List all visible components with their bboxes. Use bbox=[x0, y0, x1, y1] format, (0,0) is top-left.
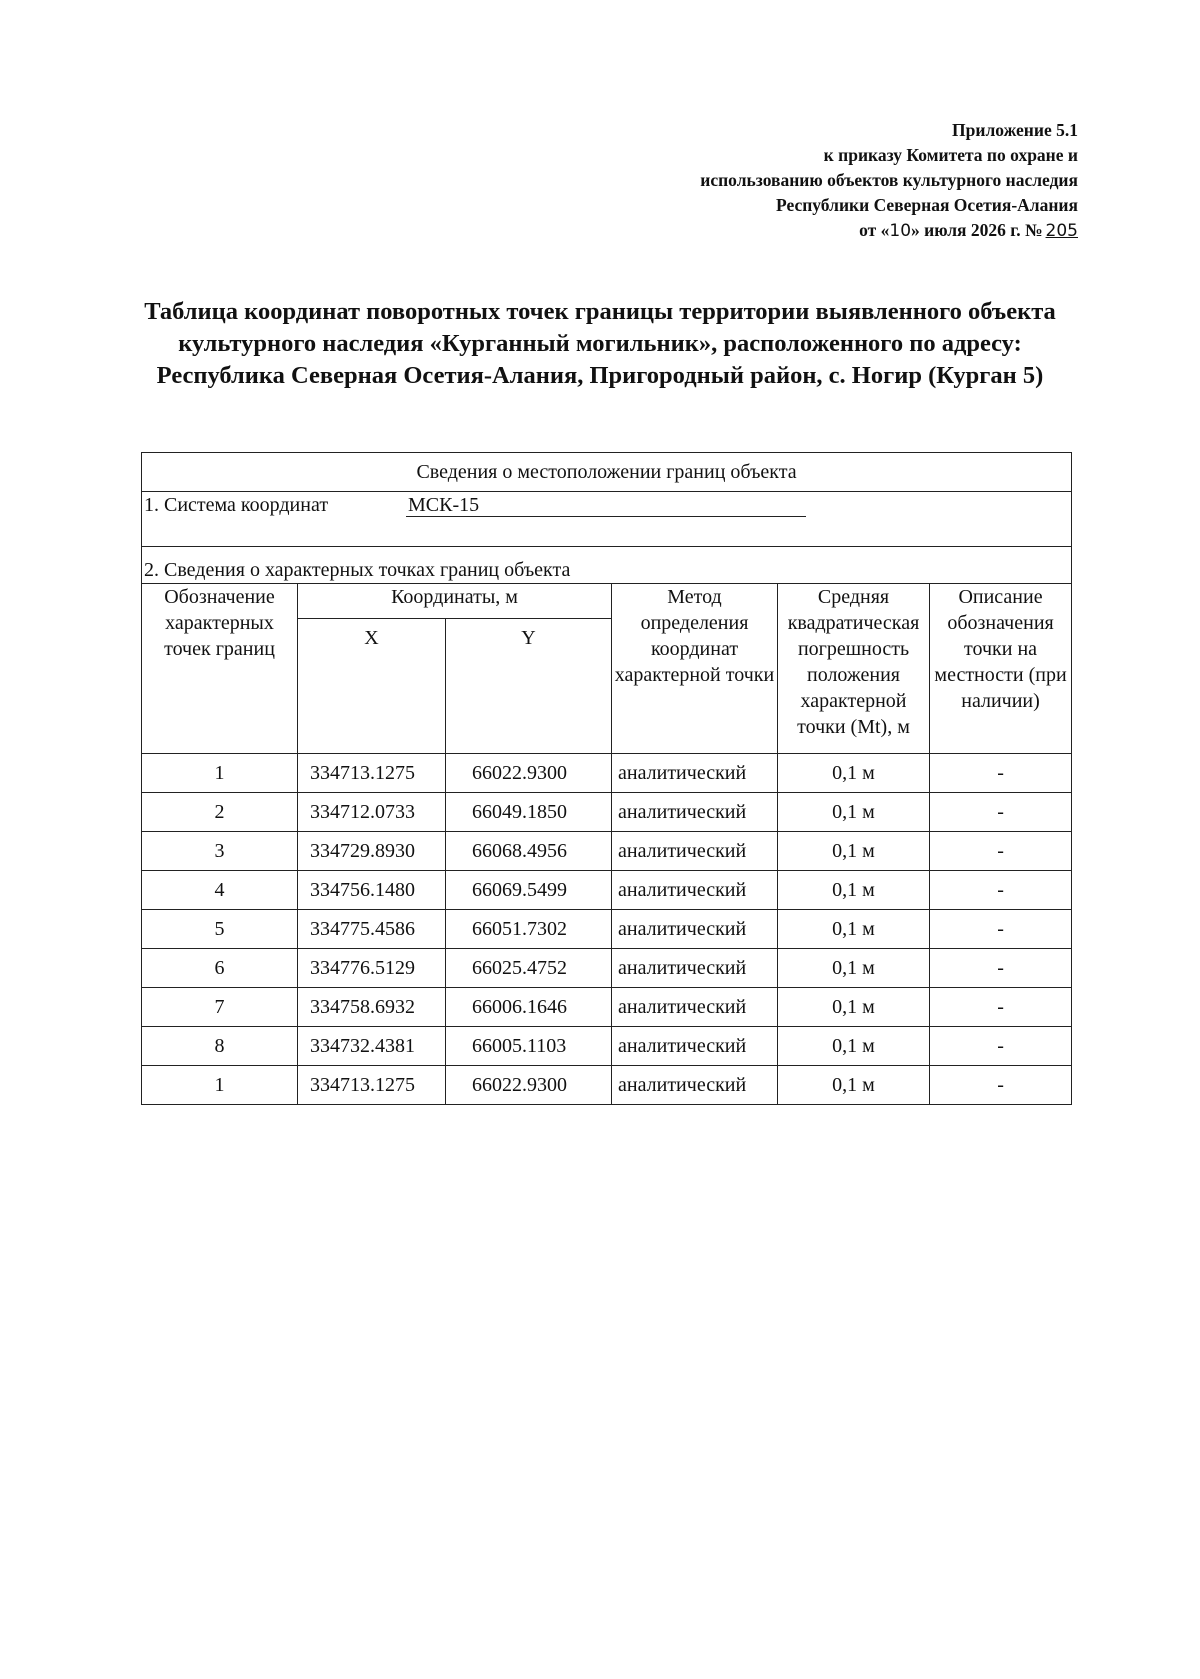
description-cell: - bbox=[930, 988, 1072, 1027]
point-number-cell: 7 bbox=[142, 988, 298, 1027]
appendix-order-ref: к приказу Комитета по охране и bbox=[823, 145, 1078, 165]
method-cell: аналитический bbox=[612, 793, 778, 832]
header-y: Y bbox=[446, 619, 612, 754]
coord-system-value: МСК-15 bbox=[406, 494, 806, 517]
coordinates-table bbox=[141, 452, 1072, 1105]
error-cell: 0,1 м bbox=[778, 1066, 930, 1105]
y-coordinate-cell: 66051.7302 bbox=[446, 910, 612, 949]
section-title: Сведения о местоположении границ объекта bbox=[142, 453, 1072, 492]
header-designation: Обозначение характерных точек границ bbox=[142, 584, 298, 754]
point-number-cell: 1 bbox=[142, 754, 298, 793]
method-cell: аналитический bbox=[612, 1066, 778, 1105]
handwritten-day: 10 bbox=[889, 221, 912, 241]
header-x: X bbox=[298, 619, 446, 754]
description-cell: - bbox=[930, 1027, 1072, 1066]
y-coordinate-cell: 66006.1646 bbox=[446, 988, 612, 1027]
description-cell: - bbox=[930, 832, 1072, 871]
date-middle: » июля 2026 г. № bbox=[911, 220, 1043, 240]
method-cell: аналитический bbox=[612, 871, 778, 910]
x-coordinate-cell: 334758.6932 bbox=[298, 988, 446, 1027]
error-cell: 0,1 м bbox=[778, 949, 930, 988]
point-number-cell: 6 bbox=[142, 949, 298, 988]
method-cell: аналитический bbox=[612, 988, 778, 1027]
description-cell: - bbox=[930, 871, 1072, 910]
coord-system-label: 1. Система координат bbox=[144, 494, 329, 516]
appendix-block bbox=[700, 118, 1078, 244]
point-number-cell: 3 bbox=[142, 832, 298, 871]
x-coordinate-cell: 334732.4381 bbox=[298, 1027, 446, 1066]
points-section-title: 2. Сведения о характерных точках границ объекта bbox=[142, 547, 1072, 584]
appendix-date-line bbox=[700, 218, 1078, 244]
x-coordinate-cell: 334713.1275 bbox=[298, 754, 446, 793]
table-row bbox=[142, 1066, 1072, 1105]
error-cell: 0,1 м bbox=[778, 1027, 930, 1066]
table-row bbox=[142, 1027, 1072, 1066]
method-cell: аналитический bbox=[612, 949, 778, 988]
description-cell: - bbox=[930, 793, 1072, 832]
table-row bbox=[142, 871, 1072, 910]
coord-system-cell bbox=[142, 492, 1072, 547]
y-coordinate-cell: 66069.5499 bbox=[446, 871, 612, 910]
point-number-cell: 5 bbox=[142, 910, 298, 949]
x-coordinate-cell: 334776.5129 bbox=[298, 949, 446, 988]
date-prefix: от « bbox=[859, 220, 890, 240]
header-description: Описание обозначения точки на местности (при наличии) bbox=[930, 584, 1072, 754]
method-cell: аналитический bbox=[612, 1027, 778, 1066]
error-cell: 0,1 м bbox=[778, 793, 930, 832]
description-cell: - bbox=[930, 910, 1072, 949]
handwritten-order-number: 205 bbox=[1045, 221, 1078, 241]
appendix-republic: Республики Северная Осетия-Алания bbox=[776, 195, 1078, 215]
table-body bbox=[142, 754, 1072, 1105]
x-coordinate-cell: 334712.0733 bbox=[298, 793, 446, 832]
document-title: Таблица координат поворотных точек границы территории выявленного объекта культурного наследия «Курганный могильник», расположенного по адресу: Республика Северная Осетия-Алания, Пригородный район, с. Ногир (Курган 5) bbox=[144, 298, 1056, 389]
y-coordinate-cell: 66049.1850 bbox=[446, 793, 612, 832]
appendix-committee: использованию объектов культурного наследия bbox=[700, 170, 1078, 190]
header-coordinates: Координаты, м bbox=[298, 584, 612, 619]
table-row bbox=[142, 949, 1072, 988]
point-number-cell: 4 bbox=[142, 871, 298, 910]
error-cell: 0,1 м bbox=[778, 910, 930, 949]
method-cell: аналитический bbox=[612, 910, 778, 949]
y-coordinate-cell: 66068.4956 bbox=[446, 832, 612, 871]
appendix-title: Приложение 5.1 bbox=[952, 120, 1078, 140]
y-coordinate-cell: 66022.9300 bbox=[446, 1066, 612, 1105]
table-row bbox=[142, 832, 1072, 871]
point-number-cell: 8 bbox=[142, 1027, 298, 1066]
description-cell: - bbox=[930, 949, 1072, 988]
x-coordinate-cell: 334729.8930 bbox=[298, 832, 446, 871]
x-coordinate-cell: 334756.1480 bbox=[298, 871, 446, 910]
point-number-cell: 2 bbox=[142, 793, 298, 832]
table-row bbox=[142, 988, 1072, 1027]
point-number-cell: 1 bbox=[142, 1066, 298, 1105]
description-cell: - bbox=[930, 754, 1072, 793]
error-cell: 0,1 м bbox=[778, 871, 930, 910]
table-row bbox=[142, 910, 1072, 949]
header-error: Средняя квадратическая погрешность положения характерной точки (Mt), м bbox=[778, 584, 930, 754]
description-cell: - bbox=[930, 1066, 1072, 1105]
table-row bbox=[142, 754, 1072, 793]
x-coordinate-cell: 334775.4586 bbox=[298, 910, 446, 949]
x-coordinate-cell: 334713.1275 bbox=[298, 1066, 446, 1105]
method-cell: аналитический bbox=[612, 832, 778, 871]
error-cell: 0,1 м bbox=[778, 988, 930, 1027]
y-coordinate-cell: 66005.1103 bbox=[446, 1027, 612, 1066]
error-cell: 0,1 м bbox=[778, 832, 930, 871]
error-cell: 0,1 м bbox=[778, 754, 930, 793]
y-coordinate-cell: 66022.9300 bbox=[446, 754, 612, 793]
method-cell: аналитический bbox=[612, 754, 778, 793]
y-coordinate-cell: 66025.4752 bbox=[446, 949, 612, 988]
table-row bbox=[142, 793, 1072, 832]
header-method: Метод определения координат характерной точки bbox=[612, 584, 778, 754]
